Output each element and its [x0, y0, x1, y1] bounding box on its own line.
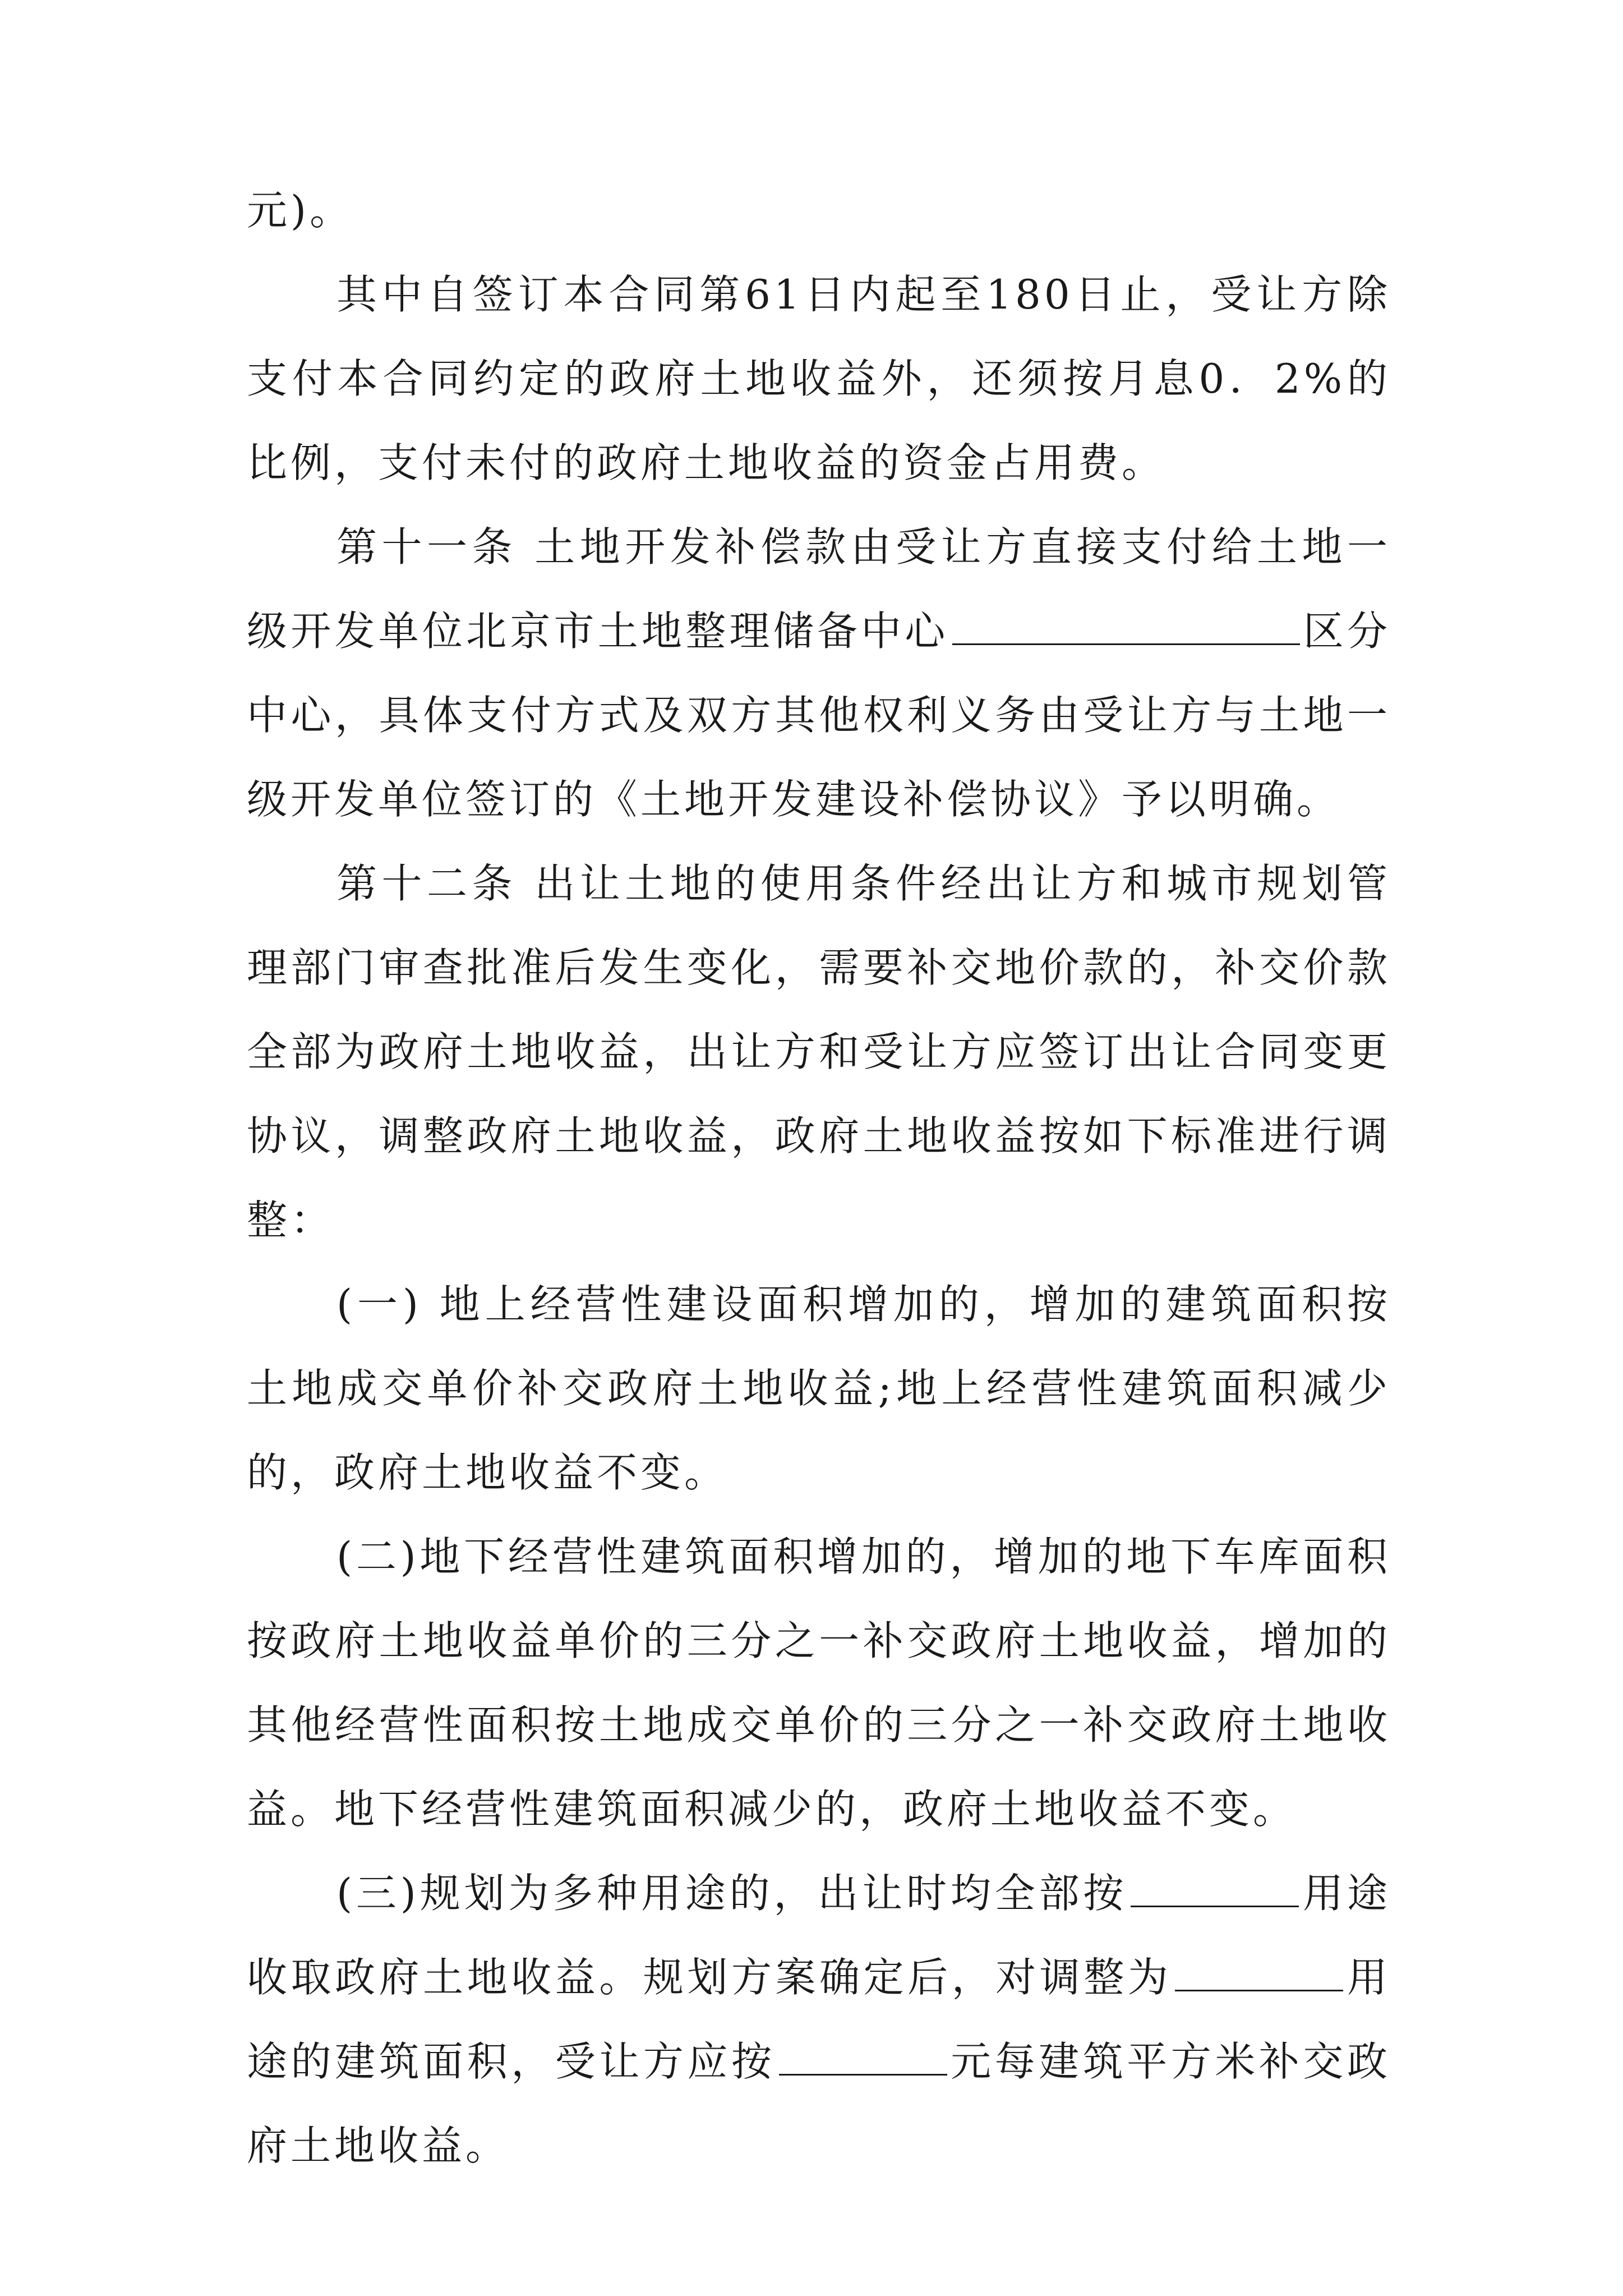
paragraph-text: 用途收取政府土地收益。规划方案确定后，对调整为 [247, 1870, 1391, 2001]
document-page [247, 168, 1391, 2188]
paragraph-text: 区分中心，具体支付方式及双方其他权利义务由受让方与土地一级开发单位签订的《土地开发建设补偿协议》予以明确。 [247, 608, 1391, 823]
paragraph-text: (一) 地上经营性建设面积增加的，增加的建筑面积按土地成交单价补交政府土地收益;地上经营性建筑面积减少的，政府土地收益不变。 [247, 1281, 1391, 1496]
paragraph-text: 元)。 [247, 187, 354, 234]
paragraph-text: 用途的建筑面积，受让方应按 [247, 1954, 1391, 2085]
paragraph-text: 第十一条 土地开发补偿款由受让方直接支付给土地一级开发单位北京市土地整理储备中心 [247, 523, 1391, 655]
paragraph-interest-fee [247, 252, 1391, 505]
fill-in-blank [1131, 1872, 1299, 1907]
paragraph-text: 第十二条 出让土地的使用条件经出让方和城市规划管理部门审查批准后发生变化，需要补交地价款的，补交价款全部为政府土地收益，出让方和受让方应签订出让合同变更协议，调整政府土地收益，政府土地收益按如下标准进行调整： [247, 860, 1391, 1244]
fill-in-blank [779, 2040, 947, 2076]
clause-3 [247, 1851, 1391, 2188]
article-11 [247, 505, 1391, 841]
paragraph-text: (三)规划为多种用途的，出让时均全部按 [336, 1870, 1128, 1917]
paragraph-text: (二)地下经营性建筑面积增加的，增加的地下车库面积按政府土地收益单价的三分之一补交政府土地收益，增加的其他经营性面积按土地成交单价的三分之一补交政府土地收益。地下经营性建筑面积减少的，政府土地收益不变。 [247, 1533, 1391, 1833]
paragraph-continuation [247, 168, 1391, 252]
clause-2 [247, 1515, 1391, 1851]
article-12 [247, 841, 1391, 1262]
paragraph-text: 元每建筑平方米补交政府土地收益。 [247, 2038, 1391, 2169]
fill-in-blank [952, 610, 1300, 645]
clause-1 [247, 1262, 1391, 1515]
fill-in-blank [1175, 1956, 1343, 1991]
paragraph-text: 其中自签订本合同第61日内起至180日止，受让方除支付本合同约定的政府土地收益外，还须按月息0．2%的比例，支付未付的政府土地收益的资金占用费。 [247, 271, 1391, 486]
